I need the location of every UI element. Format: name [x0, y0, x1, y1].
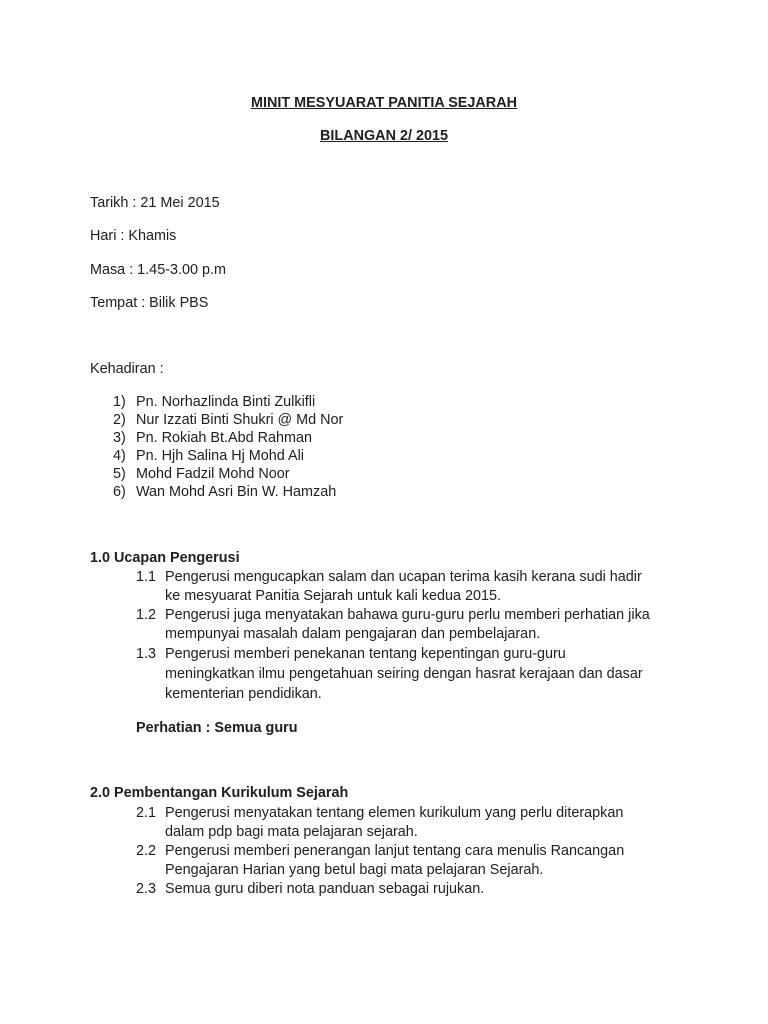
section-2-heading: 2.0 Pembentangan Kurikulum Sejarah [90, 785, 349, 801]
attendance-name: Pn. Rokiah Bt.Abd Rahman [136, 430, 312, 446]
item-number: 2.3 [136, 881, 157, 897]
attendance-number: 6) [113, 484, 126, 500]
meta-tempat: Tempat : Bilik PBS [90, 295, 209, 311]
attendance-name: Pn. Norhazlinda Binti Zulkifli [136, 394, 316, 410]
item-text: meningkatkan ilmu pengetahuan seiring dengan hasrat kerajaan dan dasar [165, 666, 643, 682]
item-text: Pengerusi memberi penekanan tentang kepentingan guru-guru [165, 646, 566, 662]
item-text: mempunyai masalah dalam pengajaran dan pembelajaran. [165, 626, 541, 642]
item-text: Pengerusi mengucapkan salam dan ucapan terima kasih kerana sudi hadir [165, 569, 642, 585]
item-text: Pengajaran Harian yang betul bagi mata pelajaran Sejarah. [165, 862, 544, 878]
item-number: 1.2 [136, 607, 157, 623]
item-text: dalam pdp bagi mata pelajaran sejarah. [165, 824, 418, 840]
item-text: kementerian pendidikan. [165, 686, 322, 702]
item-text: ke mesyuarat Panitia Sejarah untuk kali kedua 2015. [165, 588, 501, 604]
document-title: MINIT MESYUARAT PANITIA SEJARAH [251, 95, 517, 111]
attendance-name: Mohd Fadzil Mohd Noor [136, 466, 290, 482]
attendance-number: 5) [113, 466, 126, 482]
item-number: 2.1 [136, 805, 157, 821]
attendance-number: 2) [113, 412, 126, 428]
section-1-heading: 1.0 Ucapan Pengerusi [90, 550, 240, 566]
meta-hari: Hari : Khamis [90, 228, 177, 244]
item-number: 1.1 [136, 569, 157, 585]
document-subtitle: BILANGAN 2/ 2015 [320, 128, 448, 144]
attendance-name: Wan Mohd Asri Bin W. Hamzah [136, 484, 337, 500]
item-text: Pengerusi memberi penerangan lanjut tentang cara menulis Rancangan [165, 843, 625, 859]
item-text: Semua guru diberi nota panduan sebagai rujukan. [165, 881, 485, 897]
attendance-name: Nur Izzati Binti Shukri @ Md Nor [136, 412, 344, 428]
perhatian-note: Perhatian : Semua guru [136, 720, 298, 736]
meta-masa: Masa : 1.45-3.00 p.m [90, 262, 226, 278]
attendance-number: 3) [113, 430, 126, 446]
item-number: 1.3 [136, 646, 157, 662]
attendance-name: Pn. Hjh Salina Hj Mohd Ali [136, 448, 304, 464]
attendance-number: 1) [113, 394, 126, 410]
item-text: Pengerusi juga menyatakan bahawa guru-guru perlu memberi perhatian jika [165, 607, 650, 623]
meta-tarikh: Tarikh : 21 Mei 2015 [90, 195, 220, 211]
item-text: Pengerusi menyatakan tentang elemen kurikulum yang perlu diterapkan [165, 805, 624, 821]
item-number: 2.2 [136, 843, 157, 859]
kehadiran-label: Kehadiran : [90, 361, 164, 377]
attendance-number: 4) [113, 448, 126, 464]
